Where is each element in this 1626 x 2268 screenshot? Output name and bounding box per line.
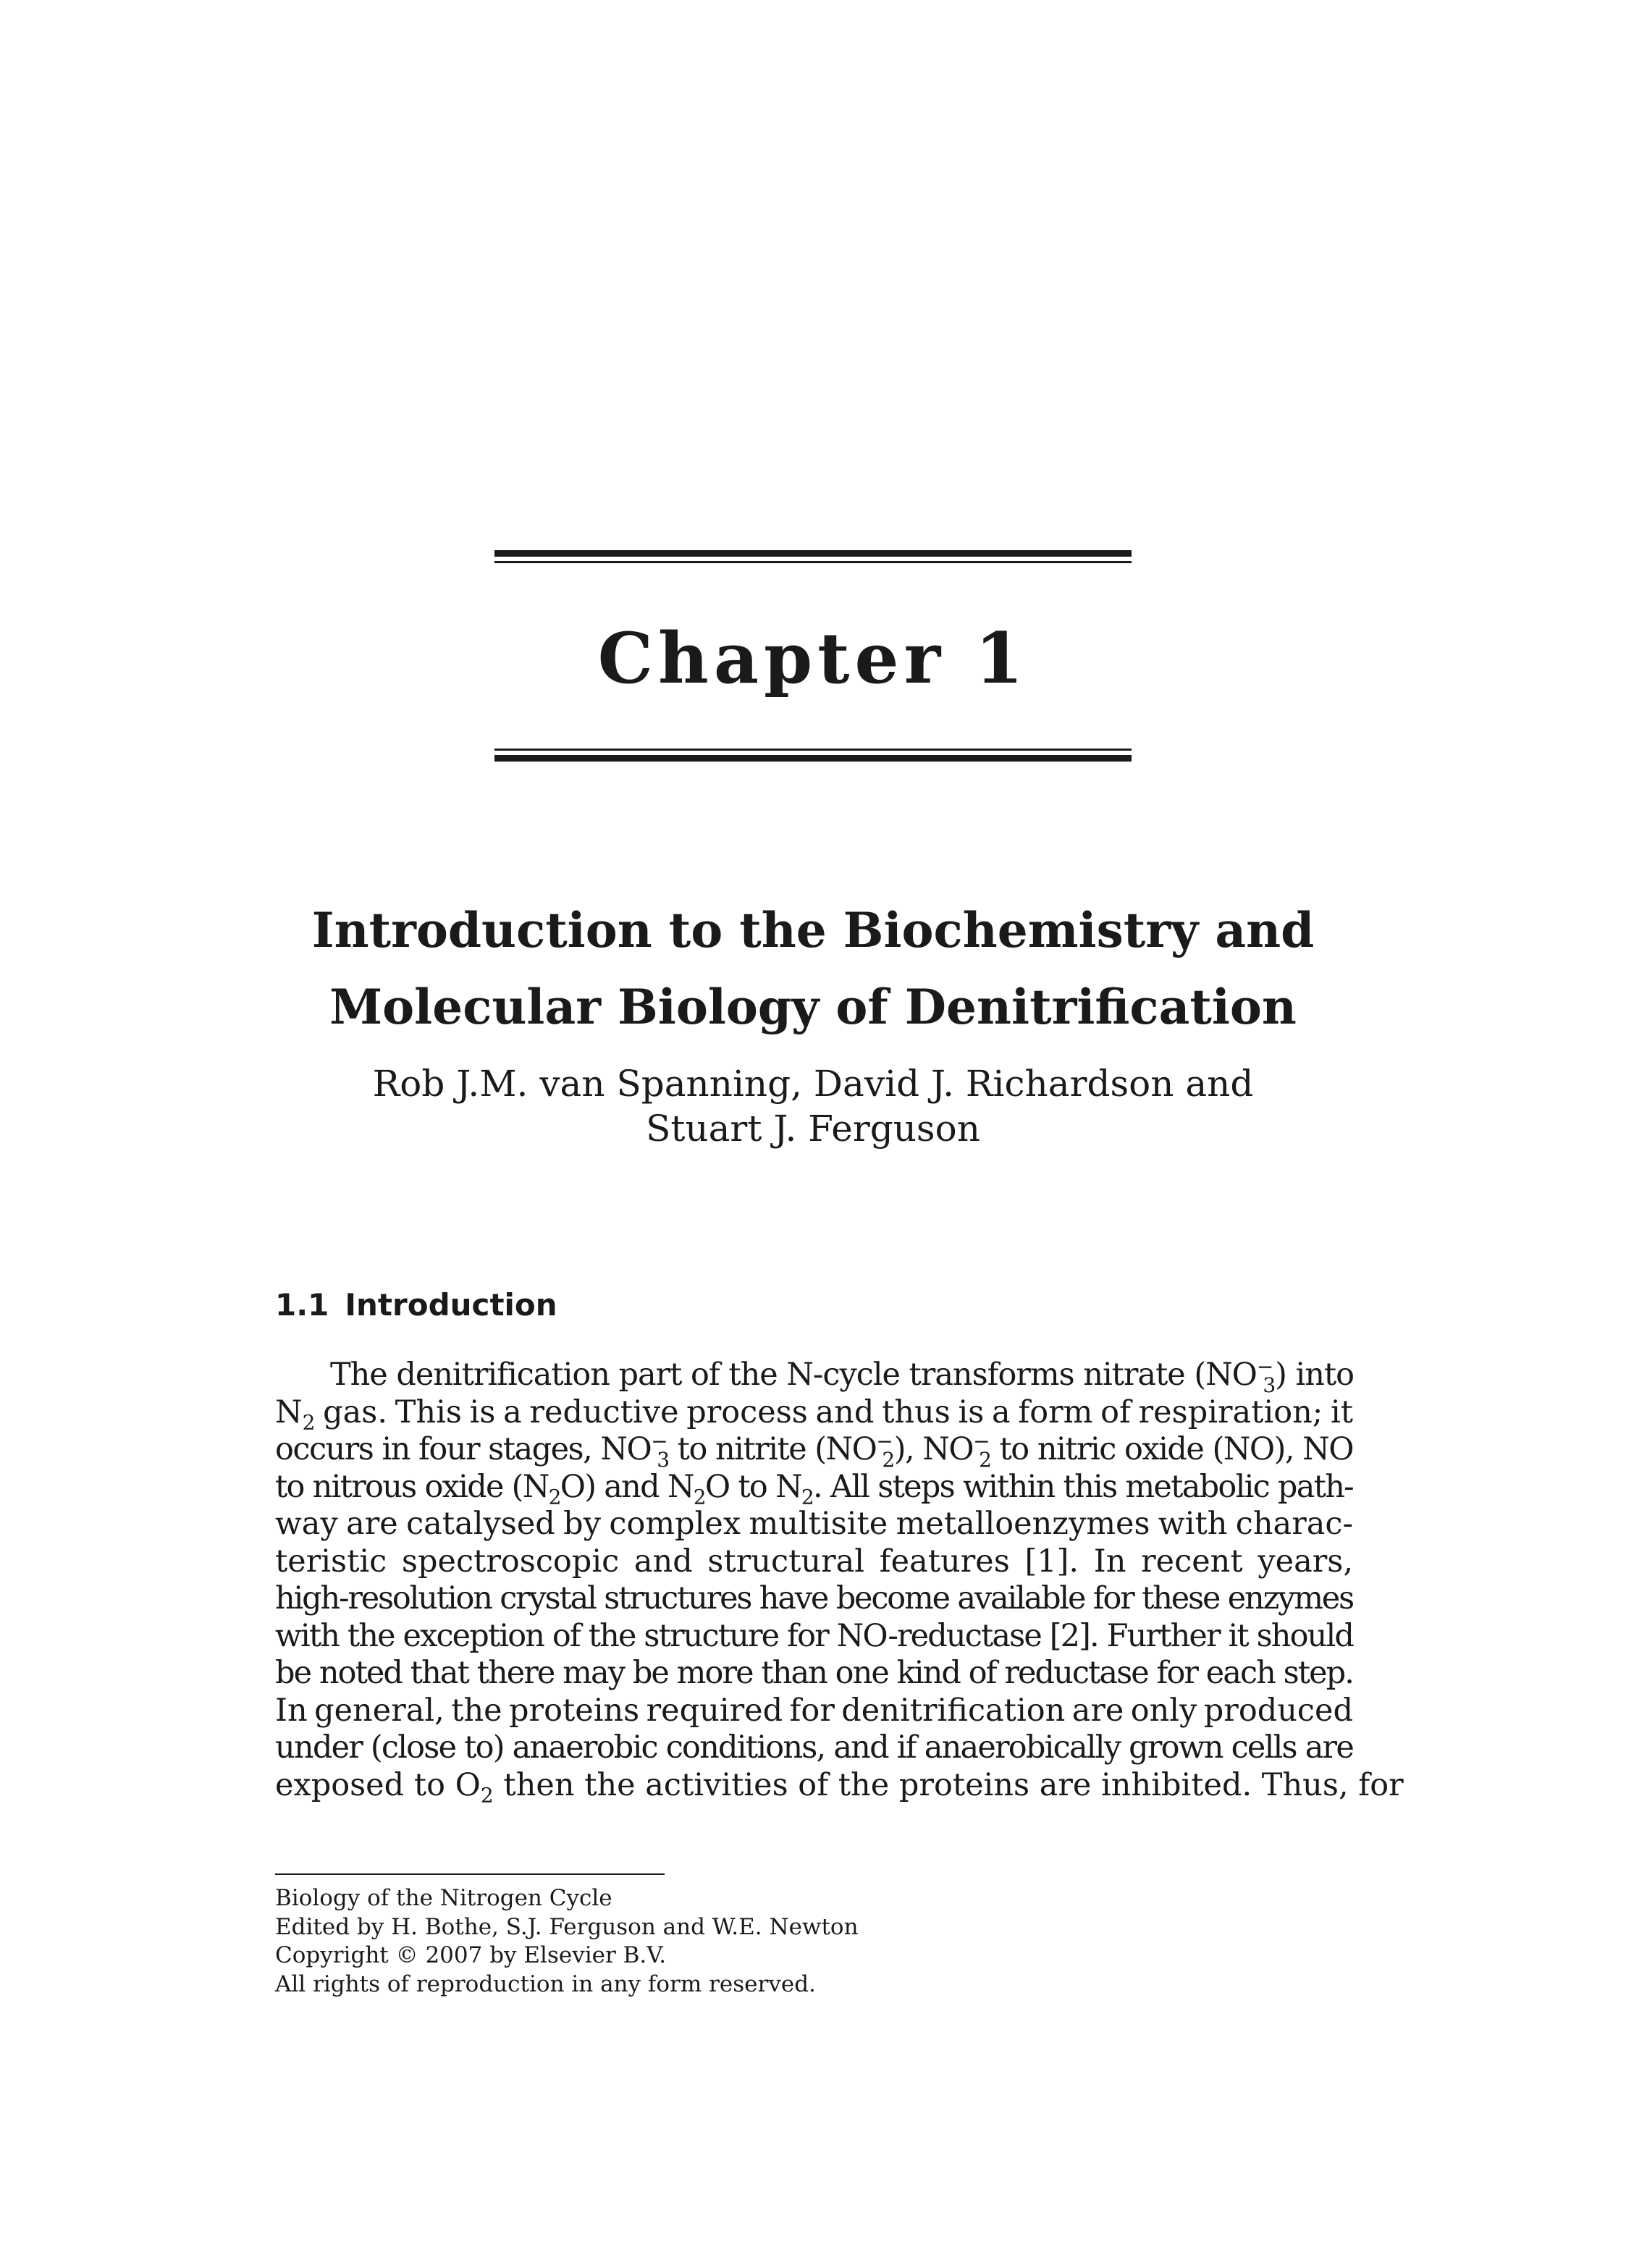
section-number: 1.1	[275, 1287, 329, 1323]
paragraph-line: high-resolution crystal structures have become available for these enzymes	[275, 1580, 1353, 1616]
paragraph-line: under (close to) anaerobic conditions, and if anaerobically grown cells are	[275, 1729, 1353, 1766]
footnote-copyright: Copyright © 2007 by Elsevier B.V.	[275, 1942, 667, 1968]
chapter-rule-top	[494, 550, 1132, 563]
chapter-title-line-2: Molecular Biology of Denitrification	[329, 979, 1297, 1035]
paragraph-line: be noted that there may be more than one kind of reductase for each step.	[275, 1655, 1353, 1691]
paragraph-line: In general, the proteins required for denitrification are only produced	[275, 1692, 1353, 1729]
footnote	[275, 1884, 859, 1999]
authors-line-2: Stuart J. Ferguson	[646, 1108, 980, 1150]
chapter-label: Chapter 1	[597, 617, 1029, 699]
footnote-editors: Edited by H. Bothe, S.J. Ferguson and W.E. Newton	[275, 1913, 859, 1940]
paragraph-line: The denitrification part of the N-cycle transforms nitrate $(NO^-_3)$ into	[330, 1354, 1355, 1397]
footnote-rule	[275, 1873, 665, 1875]
chapter-title-line-1: Introduction to the Biochemistry and	[311, 902, 1315, 958]
authors-line-1: Rob J.M. van Spanning, David J. Richardson and	[372, 1063, 1254, 1105]
section-title: Introduction	[345, 1287, 557, 1323]
paragraph-line: exposed to $O_2$ then the activities of the proteins are inhibited. Thus, for	[275, 1766, 1404, 1808]
paragraph-line: to nitrous oxide $(N_2O)$ and $N_2O$ to $N_2$. All steps within this metabolic path-	[275, 1468, 1353, 1509]
paragraph-line: $N_2$ gas. This is a reductive process and thus is a form of respiration; it	[275, 1394, 1353, 1435]
chapter-rule-bottom	[494, 749, 1132, 762]
paragraph-line: teristic spectroscopic and structural features [1]. In recent years,	[275, 1543, 1353, 1580]
paragraph-line: way are catalysed by complex multisite metalloenzymes with charac-	[275, 1506, 1353, 1542]
paragraph-line: with the exception of the structure for NO-reductase [2]. Further it should	[275, 1617, 1353, 1654]
body-paragraph	[275, 1354, 1404, 1808]
footnote-book-title: Biology of the Nitrogen Cycle	[275, 1885, 612, 1911]
section-heading	[275, 1285, 557, 1325]
footnote-rights: All rights of reproduction in any form reserved.	[275, 1970, 816, 1997]
paragraph-line: occurs in four stages, $NO^-_3$ to nitrite $(NO^-_2)$, $NO^-_2$ to nitric oxide (NO), NO	[275, 1429, 1353, 1472]
